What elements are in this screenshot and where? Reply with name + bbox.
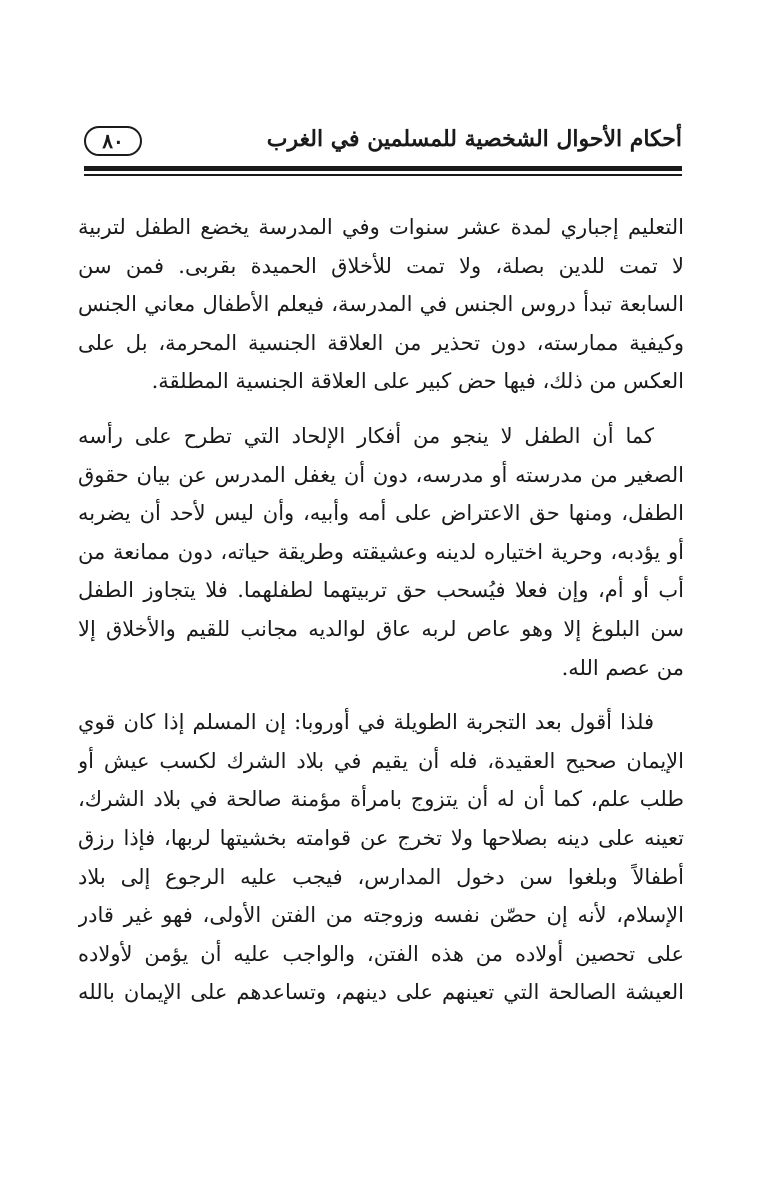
text-line: كما أن الطفل لا ينجو من أفكار الإلحاد التي تطرح على رأسه	[78, 423, 654, 448]
text-line: العيشة الصالحة التي تعينهم على دينهم، وتساعدهم على الإيمان بالله	[78, 980, 684, 1005]
text-line: الطفل، ومنها حق الاعتراض على أمه وأبيه، وأن ليس لأحد أن يضربه	[78, 501, 684, 526]
text-line: سن البلوغ إلا وهو عاص لربه عاق لوالديه مجانب للقيم والأخلاق إلا	[78, 616, 684, 641]
paragraph-3	[78, 703, 684, 1012]
text-line: السابعة تبدأ دروس الجنس في المدرسة، فيعلم الأطفال معاني الجنس	[78, 292, 684, 317]
header-rule-thick	[84, 166, 682, 171]
text-line: فلذا أقول بعد التجربة الطويلة في أوروبا: إن المسلم إذا كان قوي	[78, 710, 654, 735]
paragraph-2	[78, 417, 684, 687]
text-line: على تحصين أولاده من هذه الفتن، والواجب عليه أن يؤمن لأولاده	[78, 941, 684, 966]
text-line: أو يؤدبه، وحرية اختياره لدينه وعشيقته وطريقة حياته، دون ممانعة من	[78, 539, 684, 564]
text-line: من عصم الله.	[561, 655, 684, 680]
text-line: وكيفية ممارسته، دون تحذير من العلاقة الجنسية المحرمة، بل على	[78, 330, 684, 355]
paragraph-1	[78, 208, 684, 401]
header-rule-thin	[84, 174, 682, 176]
text-line: الإسلام، لأنه إن حصّن نفسه وزوجته من الفتن الأولى، فهو غير قادر	[78, 903, 684, 928]
running-title: أحكام الأحوال الشخصية للمسلمين في الغرب	[266, 126, 682, 152]
text-line: العكس من ذلك، فيها حض كبير على العلاقة الجنسية المطلقة.	[151, 369, 684, 394]
page-number: ٨٠	[84, 126, 142, 156]
text-line: التعليم إجباري لمدة عشر سنوات وفي المدرسة يخضع الطفل لتربية	[78, 215, 684, 239]
text-line: طلب علم، كما أن له أن يتزوج بامرأة مؤمنة صالحة في بلاد الشرك،	[78, 787, 684, 812]
body-text	[78, 208, 684, 1028]
page-header	[84, 114, 682, 174]
text-line: أطفالاً وبلغوا سن دخول المدارس، فيجب عليه الرجوع إلى بلاد	[78, 864, 684, 889]
text-line: أب أو أم، وإن فعلا فيُسحب حق تربيتهما لطفلهما. فلا يتجاوز الطفل	[78, 578, 684, 603]
text-line: تعينه على دينه بصلاحها ولا تخرج عن قوامته بخشيتها لربها، فإذا رزق	[78, 825, 684, 850]
text-line: الصغير من مدرسته أو مدرسه، دون أن يغفل المدرس عن بيان حقوق	[78, 462, 684, 487]
text-line: الإيمان صحيح العقيدة، فله أن يقيم في بلاد الشرك لكسب عيش أو	[78, 748, 684, 773]
text-line: لا تمت للدين بصلة، ولا تمت للأخلاق الحميدة بقربى. فمن سن	[78, 253, 684, 278]
